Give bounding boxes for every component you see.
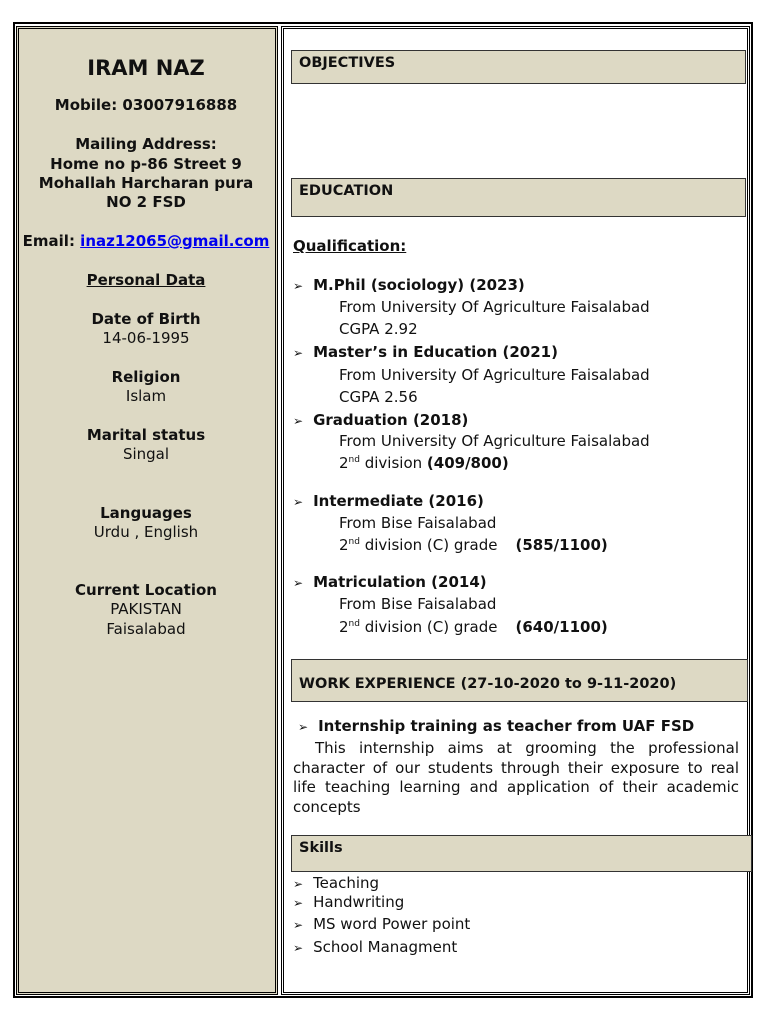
masters-grade: CGPA 2.56 — [339, 388, 418, 406]
arrow-bullet-icon: ➢ — [293, 918, 304, 932]
arrow-bullet-icon: ➢ — [293, 346, 304, 360]
work-experience-header: WORK EXPERIENCE (27-10-2020 to 9-11-2020) — [291, 659, 748, 702]
skill-item: ➢ Handwriting — [293, 893, 405, 911]
matriculation-title: ➢ Matriculation (2014) — [293, 573, 487, 591]
masters-title: ➢ Master’s in Education (2021) — [293, 343, 558, 361]
religion-label: Religion — [111, 368, 181, 386]
skill-item: ➢ Teaching — [293, 874, 380, 892]
mobile: Mobile: 03007916888 — [54, 96, 238, 114]
matriculation-grade: 2nd division (C) grade (640/1100) — [339, 618, 608, 636]
address-line-1: Home no p-86 Street 9 — [50, 155, 242, 173]
internship-title: ➢ Internship training as teacher from UAF FSD — [298, 717, 695, 735]
arrow-bullet-icon: ➢ — [298, 720, 309, 734]
skill-item: ➢ School Managment — [293, 938, 458, 956]
mailing-label: Mailing Address: — [75, 135, 217, 153]
arrow-bullet-icon: ➢ — [293, 896, 304, 910]
matriculation-from: From Bise Faisalabad — [339, 595, 497, 613]
education-header: EDUCATION — [291, 178, 746, 217]
location-line-2: Faisalabad — [106, 620, 186, 638]
email-label: Email: — [22, 232, 75, 250]
location-label: Current Location — [75, 581, 217, 599]
arrow-bullet-icon: ➢ — [293, 877, 304, 891]
address-line-2: Mohallah Harcharan pura — [38, 174, 254, 192]
dob-label: Date of Birth — [91, 310, 201, 328]
arrow-bullet-icon: ➢ — [293, 495, 304, 509]
graduation-title: ➢ Graduation (2018) — [293, 411, 469, 429]
dob-value: 14-06-1995 — [102, 329, 190, 347]
religion-value: Islam — [125, 387, 167, 405]
intermediate-from: From Bise Faisalabad — [339, 514, 497, 532]
mphil-grade: CGPA 2.92 — [339, 320, 418, 338]
intermediate-grade: 2nd division (C) grade (585/1100) — [339, 536, 608, 554]
marital-label: Marital status — [86, 426, 206, 444]
mphil-from: From University Of Agriculture Faisalabad — [339, 298, 650, 316]
objectives-header: OBJECTIVES — [291, 50, 746, 84]
email-link[interactable]: inaz12065@gmail.com — [80, 232, 270, 250]
location-line-1: PAKISTAN — [110, 600, 182, 618]
languages-value: Urdu , English — [93, 523, 199, 541]
candidate-name: IRAM NAZ — [87, 56, 205, 80]
address-line-3: NO 2 FSD — [106, 193, 186, 211]
marital-value: Singal — [122, 445, 170, 463]
mphil-title: ➢ M.Phil (sociology) (2023) — [293, 276, 525, 294]
skills-header: Skills — [291, 835, 752, 872]
qualification-label: Qualification: — [293, 237, 407, 255]
masters-from: From University Of Agriculture Faisalabad — [339, 366, 650, 384]
arrow-bullet-icon: ➢ — [293, 414, 304, 428]
graduation-from: From University Of Agriculture Faisalabad — [339, 432, 650, 450]
graduation-grade: 2nd division (409/800) — [339, 454, 509, 472]
arrow-bullet-icon: ➢ — [293, 576, 304, 590]
languages-label: Languages — [100, 504, 192, 522]
internship-description: This internship aims at grooming the professional character of our students through their exposure to real life teaching learning and application of their academic concepts — [293, 739, 739, 816]
personal-data-heading: Personal Data — [86, 271, 206, 289]
arrow-bullet-icon: ➢ — [293, 941, 304, 955]
email-row — [18, 232, 274, 250]
arrow-bullet-icon: ➢ — [293, 279, 304, 293]
skill-item: ➢ MS word Power point — [293, 915, 471, 933]
intermediate-title: ➢ Intermediate (2016) — [293, 492, 484, 510]
